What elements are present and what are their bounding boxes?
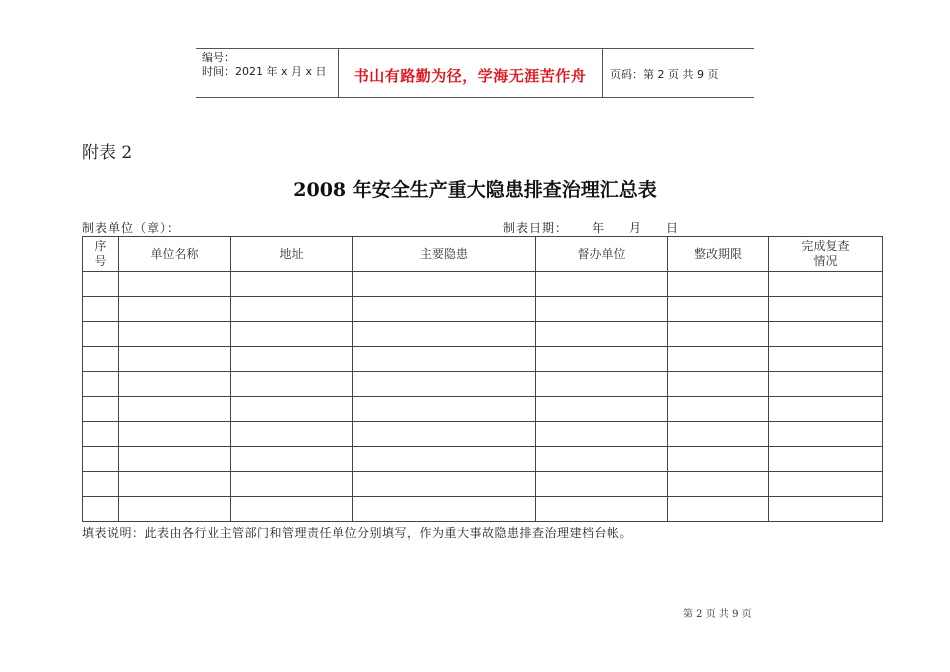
- header-left-block: [202, 51, 327, 79]
- table-cell[interactable]: [668, 447, 769, 472]
- appendix-label: 附表 2: [82, 143, 133, 163]
- table-cell[interactable]: [536, 422, 668, 447]
- table-cell[interactable]: [231, 497, 353, 522]
- date-year: 年: [592, 221, 606, 235]
- col-header-address: 地址: [231, 237, 353, 272]
- table-cell[interactable]: [119, 472, 231, 497]
- table-cell[interactable]: [83, 372, 119, 397]
- table-cell[interactable]: [769, 447, 883, 472]
- col-header-review-status: 完成复查情况: [769, 237, 883, 272]
- table-cell[interactable]: [231, 347, 353, 372]
- table-cell[interactable]: [353, 347, 536, 372]
- table-cell[interactable]: [536, 272, 668, 297]
- table-cell[interactable]: [119, 297, 231, 322]
- col-header-supervising-unit: 督办单位: [536, 237, 668, 272]
- table-cell[interactable]: [769, 422, 883, 447]
- table-cell[interactable]: [119, 272, 231, 297]
- table-cell[interactable]: [769, 272, 883, 297]
- table-cell[interactable]: [668, 347, 769, 372]
- table-row: [83, 297, 883, 322]
- table-cell[interactable]: [231, 322, 353, 347]
- table-cell[interactable]: [231, 297, 353, 322]
- table-cell[interactable]: [668, 497, 769, 522]
- unit-label: 制表单位（章）：: [82, 221, 181, 235]
- table-cell[interactable]: [231, 372, 353, 397]
- page-footer: 第 2 页 共 9 页: [683, 609, 752, 620]
- table-cell[interactable]: [83, 272, 119, 297]
- table-cell[interactable]: [353, 272, 536, 297]
- table-cell[interactable]: [536, 372, 668, 397]
- col-header-seq: 序号: [83, 237, 119, 272]
- table-cell[interactable]: [536, 472, 668, 497]
- table-row: [83, 322, 883, 347]
- page-title: 2008 年安全生产重大隐患排查治理汇总表: [293, 179, 657, 201]
- table-cell[interactable]: [83, 447, 119, 472]
- table-cell[interactable]: [83, 497, 119, 522]
- table-cell[interactable]: [668, 272, 769, 297]
- table-cell[interactable]: [353, 422, 536, 447]
- document-header: [196, 48, 754, 98]
- table-cell[interactable]: [119, 322, 231, 347]
- table-cell[interactable]: [119, 447, 231, 472]
- table-row: [83, 272, 883, 297]
- date-month: 月: [629, 221, 643, 235]
- table-row: [83, 422, 883, 447]
- col-header-unit-name: 单位名称: [119, 237, 231, 272]
- table-cell[interactable]: [536, 347, 668, 372]
- table-cell[interactable]: [231, 272, 353, 297]
- table-cell[interactable]: [83, 472, 119, 497]
- date-day: 日: [666, 221, 680, 235]
- table-cell[interactable]: [353, 447, 536, 472]
- table-cell[interactable]: [119, 372, 231, 397]
- table-cell[interactable]: [119, 422, 231, 447]
- time-label: 时间：2021 年 x 月 x 日: [202, 65, 327, 78]
- table-cell[interactable]: [231, 447, 353, 472]
- table-cell[interactable]: [353, 372, 536, 397]
- table-cell[interactable]: [231, 472, 353, 497]
- table-cell[interactable]: [769, 347, 883, 372]
- table-cell[interactable]: [231, 422, 353, 447]
- table-cell[interactable]: [353, 497, 536, 522]
- summary-table: [82, 236, 883, 522]
- table-cell[interactable]: [231, 397, 353, 422]
- table-cell[interactable]: [769, 372, 883, 397]
- table-cell[interactable]: [769, 322, 883, 347]
- table-cell[interactable]: [83, 297, 119, 322]
- col-header-deadline: 整改期限: [668, 237, 769, 272]
- table-cell[interactable]: [119, 397, 231, 422]
- table-cell[interactable]: [668, 472, 769, 497]
- table-cell[interactable]: [668, 422, 769, 447]
- table-header-row: [83, 237, 883, 272]
- table-cell[interactable]: [83, 397, 119, 422]
- table-cell[interactable]: [353, 322, 536, 347]
- col-header-main-hazard: 主要隐患: [353, 237, 536, 272]
- header-page-code: 页码：第 2 页 共 9 页: [610, 68, 719, 81]
- table-cell[interactable]: [536, 497, 668, 522]
- table-row: [83, 497, 883, 522]
- table-cell[interactable]: [83, 347, 119, 372]
- table-cell[interactable]: [119, 497, 231, 522]
- table-cell[interactable]: [769, 497, 883, 522]
- number-label: 编号：: [202, 51, 235, 64]
- table-cell[interactable]: [668, 372, 769, 397]
- table-cell[interactable]: [769, 397, 883, 422]
- table-cell[interactable]: [119, 347, 231, 372]
- table-cell[interactable]: [769, 297, 883, 322]
- table-cell[interactable]: [668, 397, 769, 422]
- table-cell[interactable]: [83, 422, 119, 447]
- table-cell[interactable]: [353, 397, 536, 422]
- table-cell[interactable]: [769, 472, 883, 497]
- date-label: 制表日期：: [503, 221, 569, 235]
- header-motto: 书山有路勤为径，学海无涯苦作舟: [353, 67, 587, 85]
- table-cell[interactable]: [536, 297, 668, 322]
- fill-instructions: 填表说明：此表由各行业主管部门和管理责任单位分别填写，作为重大事故隐患排查治理建档台帐。: [82, 526, 633, 540]
- date-line: [503, 219, 679, 236]
- table-row: [83, 347, 883, 372]
- table-cell[interactable]: [536, 397, 668, 422]
- table-row: [83, 397, 883, 422]
- table-cell[interactable]: [83, 322, 119, 347]
- table-cell[interactable]: [353, 472, 536, 497]
- header-divider: [602, 49, 603, 97]
- table-cell[interactable]: [353, 297, 536, 322]
- table-cell[interactable]: [536, 322, 668, 347]
- table-row: [83, 447, 883, 472]
- table-row: [83, 472, 883, 497]
- table-row: [83, 372, 883, 397]
- table-cell[interactable]: [536, 447, 668, 472]
- table-cell[interactable]: [668, 297, 769, 322]
- table-cell[interactable]: [668, 322, 769, 347]
